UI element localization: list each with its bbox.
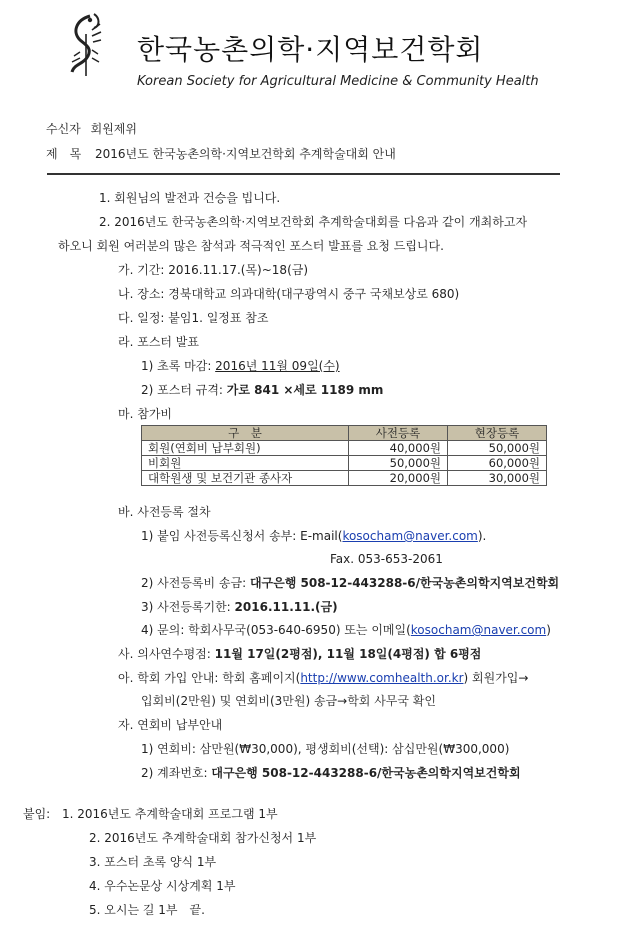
table-header-cell: 현장등록 [448, 426, 547, 441]
table-cell: 대학원생 및 보건기관 종사자 [142, 471, 349, 486]
subject-line [46, 146, 396, 162]
membership-label: 아. 학회 가입 안내: 학회 홈페이지( [118, 671, 301, 685]
item-schedule: 다. 일정: 붙임1. 일정표 참조 [118, 311, 269, 325]
table-cell: 50,000원 [448, 441, 547, 456]
poster-deadline-label: 1) 초록 마감: [141, 359, 216, 373]
item-fee: 마. 참가비 [118, 407, 172, 421]
attachments-label: 붙임: [23, 807, 51, 821]
poster-size [141, 382, 383, 398]
org-name-english: Korean Society for Agricultural Medicine & Community Health [137, 74, 539, 89]
email-link[interactable]: kosocham@naver.com [342, 529, 478, 543]
poster-size-label: 2) 포스터 규격: [141, 383, 227, 397]
recipient-label: 수신자 [46, 122, 81, 136]
table-row [142, 441, 547, 456]
subject-label: 제 목 [46, 147, 82, 161]
prereg-deadline-label: 3) 사전등록기한: [141, 600, 235, 614]
subject-value: 2016년도 한국농촌의학·지역보건학회 추계학술대회 안내 [95, 147, 396, 161]
prereg-email [141, 528, 486, 544]
item-cme-credit [118, 646, 481, 662]
account-label: 2) 계좌번호: [141, 766, 212, 780]
annual-fee-account [141, 765, 521, 781]
table-cell: 회원(연회비 납부회원) [142, 441, 349, 456]
item-preregistration: 바. 사전등록 절차 [118, 505, 211, 519]
attachment-item: 4. 우수논문상 시상계획 1부 [89, 879, 236, 893]
attachment-item: 5. 오시는 길 1부 끝. [89, 903, 205, 917]
paragraph-2-line-2: 하오니 회원 여러분의 많은 참석과 적극적인 포스터 발표를 요청 드립니다. [58, 239, 444, 253]
recipient-value: 회원제위 [90, 122, 137, 136]
table-cell: 40,000원 [349, 441, 448, 456]
prereg-inquiry [141, 622, 551, 638]
table-cell: 비회원 [142, 456, 349, 471]
paragraph-1: 1. 회원님의 발전과 건승을 빕니다. [99, 191, 281, 205]
table-cell: 30,000원 [448, 471, 547, 486]
homepage-link[interactable]: http://www.comhealth.or.kr [300, 671, 464, 685]
prereg-email-end: ). [477, 529, 487, 543]
inquiry-email-link[interactable]: kosocham@naver.com [410, 623, 547, 637]
table-header-cell: 사전등록 [349, 426, 448, 441]
account-value: 대구은행 508-12-443288-6/한국농촌의학지역보건학회 [211, 766, 521, 780]
prereg-deadline-value: 2016.11.11.(금) [234, 600, 338, 614]
poster-deadline-value: 2016년 11월 09일(수) [215, 359, 340, 373]
prereg-inquiry-end: ) [546, 623, 551, 637]
prereg-email-label: 1) 붙임 사전등록신청서 송부: E-mail( [141, 529, 343, 543]
prereg-deadline [141, 599, 338, 615]
membership-end: ) 회원가입→ [463, 671, 529, 685]
cme-credit-value: 11월 17일(2평점), 11월 18일(4평점) 합 6평점 [214, 647, 482, 661]
fee-table [141, 425, 547, 486]
attachment-item: 1. 2016년도 추계학술대회 프로그램 1부 [62, 807, 278, 821]
prereg-payment-label: 2) 사전등록비 송금: [141, 576, 250, 590]
prereg-payment [141, 575, 559, 591]
attachment-item: 3. 포스터 초록 양식 1부 [89, 855, 217, 869]
table-header-cell: 구 분 [142, 426, 349, 441]
prereg-payment-value: 대구은행 508-12-443288-6/한국농촌의학지역보건학회 [249, 576, 560, 590]
paragraph-2-line-1: 2. 2016년도 한국농촌의학·지역보건학회 추계학술대회를 다음과 같이 개최하고자 [99, 215, 528, 229]
item-poster: 라. 포스터 발표 [118, 335, 199, 349]
divider [47, 173, 560, 175]
membership-line-2: 입회비(2만원) 및 연회비(3만원) 송금→학회 사무국 확인 [141, 694, 436, 708]
prereg-fax: Fax. 053-653-2061 [330, 552, 443, 566]
poster-deadline [141, 358, 340, 374]
item-period: 가. 기간: 2016.11.17.(목)~18(금) [118, 263, 309, 277]
item-annual-fee: 자. 연회비 납부안내 [118, 718, 223, 732]
table-cell: 50,000원 [349, 456, 448, 471]
recipient-line [46, 121, 137, 137]
cme-credit-label: 사. 의사연수평점: [118, 647, 215, 661]
society-logo-icon [66, 12, 106, 78]
table-cell: 60,000원 [448, 456, 547, 471]
table-cell: 20,000원 [349, 471, 448, 486]
item-venue: 나. 장소: 경북대학교 의과대학(대구광역시 중구 국채보상로 680) [118, 287, 460, 301]
table-header-row [142, 426, 547, 441]
prereg-inquiry-label: 4) 문의: 학회사무국(053-640-6950) 또는 이메일( [141, 623, 411, 637]
attachment-item: 2. 2016년도 추계학술대회 참가신청서 1부 [89, 831, 317, 845]
table-row [142, 456, 547, 471]
table-row [142, 471, 547, 486]
item-membership [118, 670, 528, 686]
org-name-korean: 한국농촌의학·지역보건학회 [137, 33, 484, 66]
annual-fee-amount: 1) 연회비: 삼만원(₩30,000), 평생회비(선택): 삼십만원(₩300,000) [141, 742, 510, 756]
poster-size-value: 가로 841 ×세로 1189 mm [226, 383, 384, 397]
